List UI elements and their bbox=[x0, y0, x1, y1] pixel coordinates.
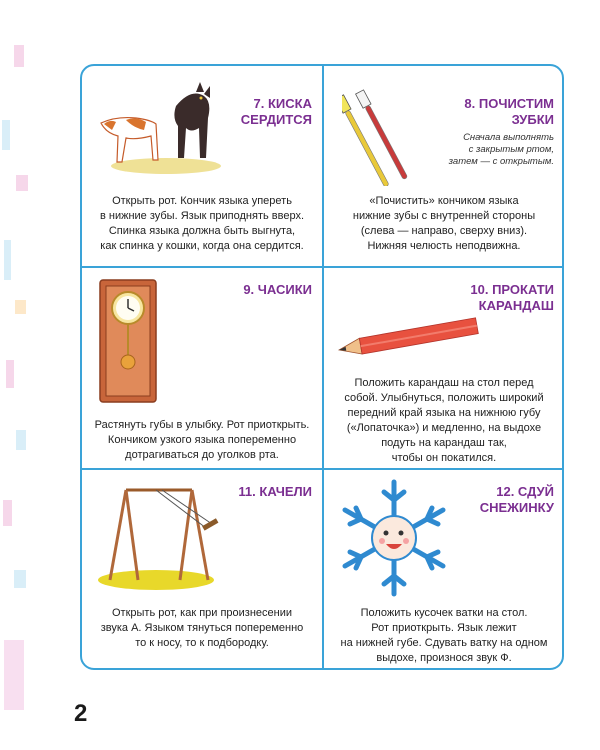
wall-clock-illustration bbox=[96, 278, 160, 406]
exercise-description: «Почистить» кончиком языка нижние зубы с внутренней стороны (слева — направо, сверху вниз). Нижняя челюсть неподвижна. bbox=[352, 195, 536, 252]
exercise-title: 8. ПОЧИСТИМ ЗУБКИ bbox=[464, 96, 554, 127]
exercise-description: Открыть рот, как при произнесении звука А. Языком тянуться попеременно то к носу, то к подбородку. bbox=[100, 607, 304, 649]
exercise-note: Сначала выполнять с закрытым ртом, затем — с открытым. bbox=[448, 132, 554, 167]
exercise-card-11 bbox=[82, 470, 322, 670]
angry-cat-illustration bbox=[96, 78, 226, 178]
toothbrushes-illustration bbox=[342, 76, 422, 186]
exercise-card-7 bbox=[82, 66, 322, 266]
pencil-illustration bbox=[332, 308, 482, 368]
page-number: 2 bbox=[74, 700, 88, 727]
exercise-title: 11. КАЧЕЛИ bbox=[238, 484, 312, 499]
exercise-title: 7. КИСКА СЕРДИТСЯ bbox=[240, 96, 312, 127]
exercise-title: 12. СДУЙ СНЕЖИНКУ bbox=[479, 484, 554, 515]
exercise-description: Растянуть губы в улыбку. Рот приоткрыть. Кончиком узкого языка попеременно дотрагиваться до уголков рта. bbox=[94, 419, 310, 461]
exercise-grid bbox=[80, 64, 564, 670]
exercise-description: Положить карандаш на стол перед собой. Улыбнуться, положить широкий передний край языка на нижнюю губу («Лопаточка») и медленно, на выдохе подуть на карандаш так, чтобы он покатился. bbox=[344, 377, 544, 464]
exercise-title: 10. ПРОКАТИ КАРАНДАШ bbox=[470, 282, 554, 313]
snowflake-illustration bbox=[334, 478, 454, 598]
exercise-card-9 bbox=[82, 268, 322, 468]
exercise-card-12 bbox=[324, 470, 564, 670]
exercise-card-8 bbox=[324, 66, 564, 266]
exercise-title: 9. ЧАСИКИ bbox=[243, 282, 312, 297]
left-decoration bbox=[0, 0, 34, 750]
exercise-description: Открыть рот. Кончик языка упереть в нижние зубы. Язык приподнять вверх. Спинка языка должна быть выгнута, как спинка у кошки, когда она сердится. bbox=[99, 195, 305, 252]
exercise-description: Положить кусочек ватки на стол. Рот приоткрыть. Язык лежит на нижней губе. Сдувать ватку на одном выдохе, произнося звук Ф. bbox=[340, 607, 548, 664]
exercise-card-10 bbox=[324, 268, 564, 468]
